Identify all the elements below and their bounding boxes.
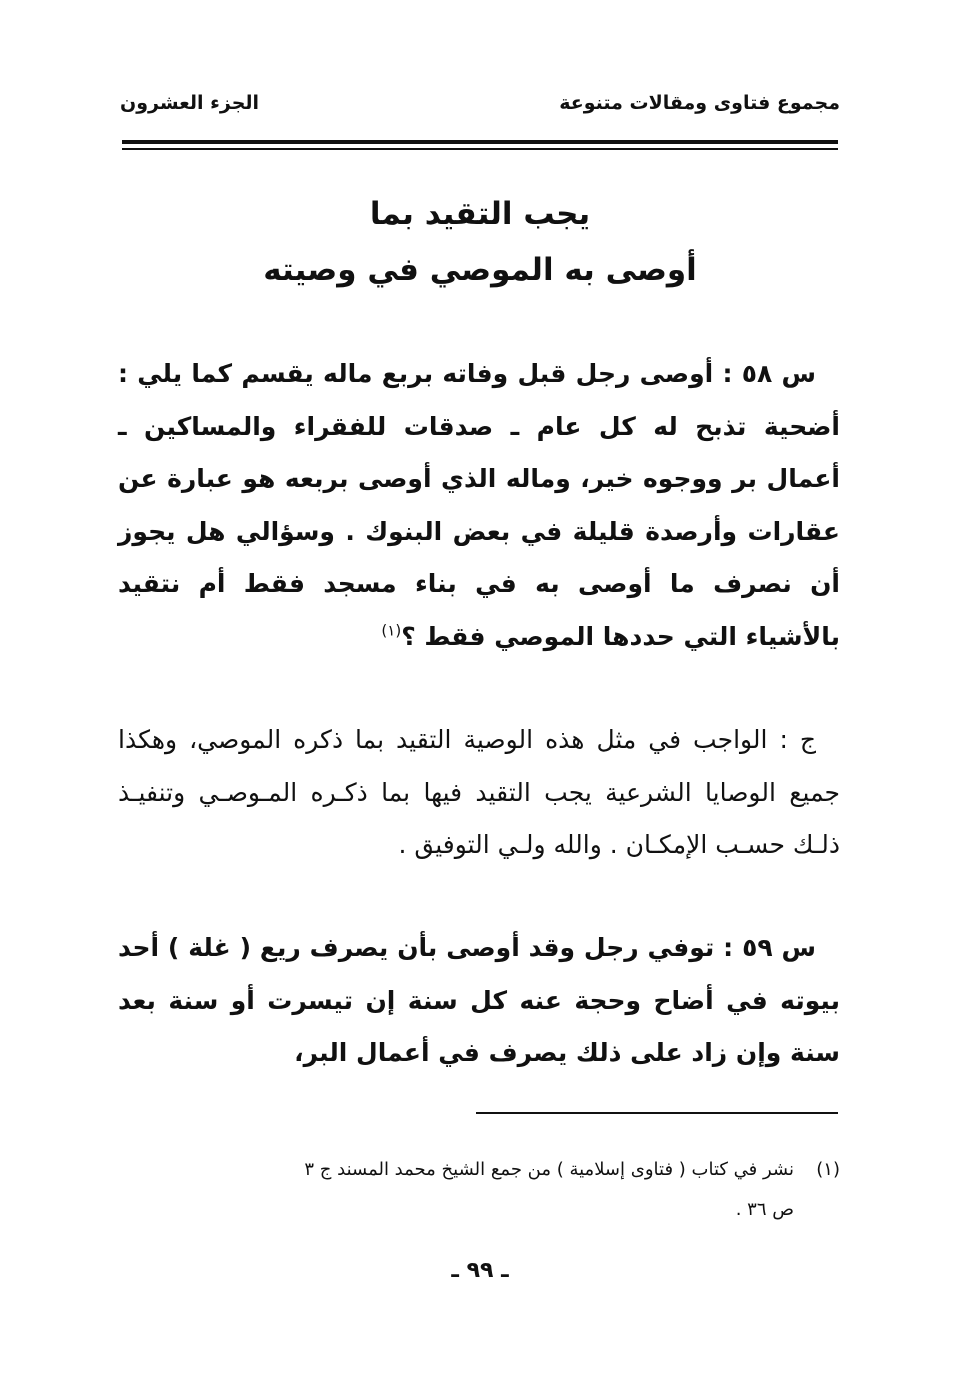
- answer-58: [118, 714, 840, 872]
- question-59: [118, 922, 840, 1080]
- page-number: ـ ٩٩ ـ: [451, 1258, 509, 1283]
- answer-58-text: ج : الواجب في مثل هذه الوصية التقيد بما ذكره الموصي، وهكذا جميع الوصايا الشرعية يجب التقيد فيها بما ذكـره المـوصـي وتنفيـذ ذلـك حسـب الإمكـان . والله ولـي التوفيق .: [118, 725, 840, 859]
- footnote-number: (١): [816, 1159, 840, 1180]
- title-line-2: أوصى به الموصي في وصيته: [263, 252, 697, 288]
- question-58: [118, 348, 840, 663]
- section-title: [120, 186, 840, 298]
- question-58-text: س ٥٨ : أوصى رجل قبل وفاته بربع ماله يقسم كما يلي : أضحية تذبح له كل عام ـ صدقات للفقراء والمساكين ـ أعمال بر ووجوه خير، وماله الذي أوصى بربعه هو عبارة عن عقارات وأرصدة قليلة في بعض البنوك . وسؤالي هل يجوز أن نصرف ما أوصى به في بناء مسجد فقط أم نتقيد بالأشياء التي حددها الموصي فقط ؟: [118, 359, 840, 651]
- footnote: [118, 1150, 840, 1230]
- header-rule-thick: [122, 140, 838, 144]
- footnote-line-1: نشر في كتاب ( فتاوى إسلامية ) من جمع الشيخ محمد المسند ج ٣: [304, 1159, 794, 1180]
- book-title: مجموع فتاوى ومقالات متنوعة: [559, 92, 840, 114]
- footnote-rule: [476, 1112, 838, 1114]
- running-header: [120, 86, 840, 126]
- question-59-text: س ٥٩ : توفي رجل وقد أوصى بأن يصرف ريع ( غلة ) أحد بيوته في أضاح وحجة عنه كل سنة إن تيسرت أو سنة بعد سنة وإن زاد على ذلك يصرف في أعمال البر،: [118, 933, 840, 1067]
- header-rule-thin: [122, 148, 838, 150]
- footnote-marker: (١): [381, 621, 402, 640]
- title-line-1: يجب التقيد بما: [369, 196, 591, 232]
- volume-label: الجزء العشرون: [120, 92, 260, 114]
- footnote-line-2: ص ٣٦ .: [735, 1199, 794, 1220]
